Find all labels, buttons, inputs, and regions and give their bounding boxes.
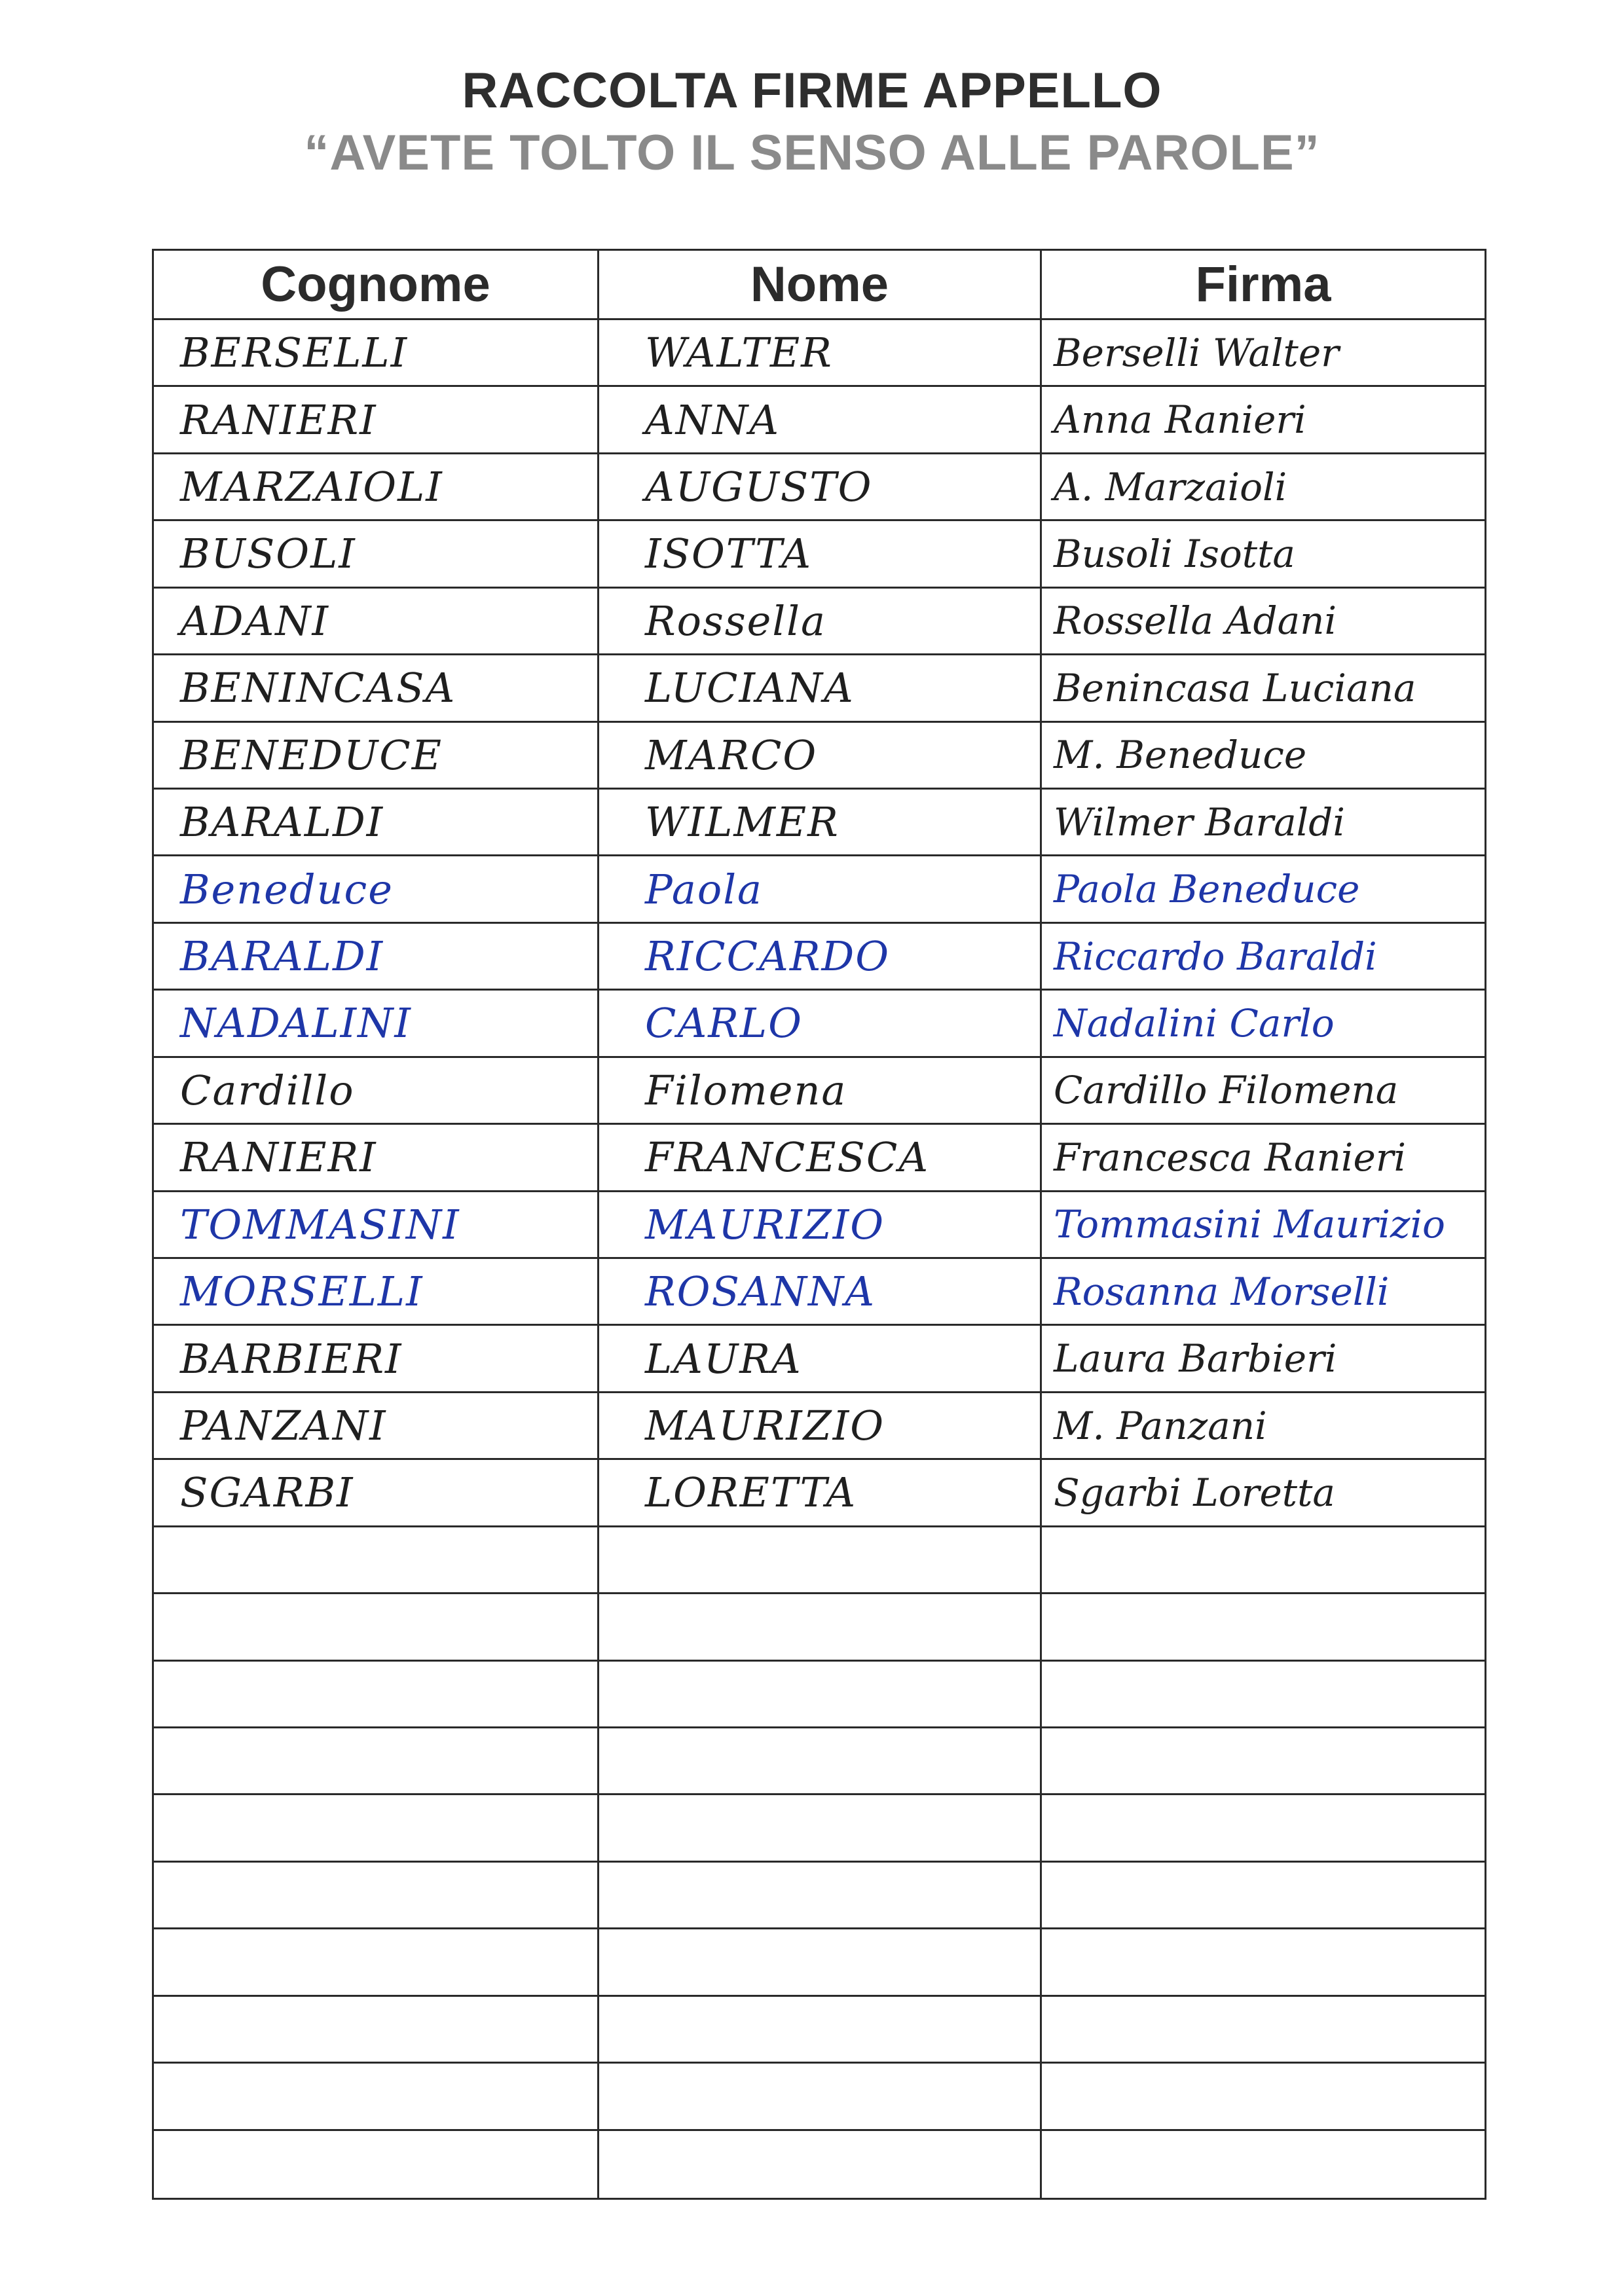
table-cell-nome — [599, 856, 1042, 923]
nome-text: WALTER — [645, 329, 833, 377]
table-cell-nome — [599, 1795, 1042, 1862]
cognome-text: BARALDI — [180, 798, 384, 847]
table-cell-nome — [599, 1527, 1042, 1594]
nome-text: CARLO — [645, 999, 803, 1048]
table-cell-nome — [599, 655, 1042, 722]
table-cell-nome — [599, 1929, 1042, 1996]
nome-text: FRANCESCA — [645, 1133, 930, 1182]
cognome-text: PANZANI — [180, 1402, 387, 1450]
table-cell-firma — [1042, 924, 1485, 991]
signature: Berselli Walter — [1054, 330, 1339, 375]
table-cell-firma — [1042, 1460, 1485, 1527]
nome-text: LAURA — [645, 1334, 802, 1383]
table-cell-firma — [1042, 1527, 1485, 1594]
cognome-text: RANIERI — [180, 1133, 377, 1182]
table-cell-firma — [1042, 1594, 1485, 1661]
signature: Sgarbi Loretta — [1054, 1470, 1335, 1515]
table-cell-nome — [599, 521, 1042, 588]
table-cell-nome — [599, 1058, 1042, 1125]
table-cell-nome — [599, 1662, 1042, 1728]
table-cell-cognome — [154, 387, 599, 454]
signature: Laura Barbieri — [1054, 1336, 1337, 1381]
signature: Cardillo Filomena — [1054, 1068, 1399, 1113]
table-cell-nome — [599, 1594, 1042, 1661]
table-cell-cognome — [154, 2131, 599, 2198]
table-cell-cognome — [154, 454, 599, 521]
table-cell-firma — [1042, 991, 1485, 1057]
signature: Anna Ranieri — [1054, 397, 1306, 443]
nome-text: LORETTA — [645, 1468, 857, 1517]
table-cell-firma — [1042, 2064, 1485, 2130]
table-cell-nome — [599, 991, 1042, 1057]
table-cell-cognome — [154, 1997, 599, 2064]
cognome-text: MORSELLI — [180, 1267, 424, 1316]
table-cell-cognome — [154, 1662, 599, 1728]
table-cell-cognome — [154, 1728, 599, 1795]
nome-text: WILMER — [645, 798, 840, 847]
table-cell-cognome — [154, 1863, 599, 1929]
table-cell-nome — [599, 1192, 1042, 1259]
table-cell-nome — [599, 589, 1042, 655]
nome-text: ISOTTA — [645, 530, 813, 578]
signature-table — [152, 249, 1486, 2200]
nome-text: Filomena — [645, 1066, 847, 1114]
table-cell-cognome — [154, 1326, 599, 1393]
cognome-text: Cardillo — [180, 1066, 355, 1114]
table-cell-firma — [1042, 521, 1485, 588]
cognome-text: BENEDUCE — [180, 731, 443, 779]
table-cell-firma — [1042, 320, 1485, 387]
table-cell-cognome — [154, 790, 599, 856]
table-cell-firma — [1042, 1192, 1485, 1259]
table-cell-cognome — [154, 1527, 599, 1594]
cognome-text: NADALINI — [180, 999, 412, 1048]
nome-text: Rossella — [645, 596, 826, 645]
nome-text: LUCIANA — [645, 664, 855, 712]
table-cell-cognome — [154, 991, 599, 1057]
table-cell-nome — [599, 454, 1042, 521]
cognome-text: ADANI — [180, 596, 329, 645]
table-cell-firma — [1042, 655, 1485, 722]
table-cell-cognome — [154, 924, 599, 991]
table-cell-firma — [1042, 1863, 1485, 1929]
page-title: RACCOLTA FIRME APPELLO — [462, 63, 1162, 118]
table-cell-nome — [599, 723, 1042, 790]
nome-text: MAURIZIO — [645, 1200, 885, 1248]
cognome-text: MARZAIOLI — [180, 463, 443, 511]
signature: M. Panzani — [1054, 1403, 1267, 1448]
signature: Rosanna Morselli — [1054, 1269, 1390, 1314]
nome-text: MAURIZIO — [645, 1402, 885, 1450]
signature: A. Marzaioli — [1054, 464, 1287, 509]
table-cell-firma — [1042, 1259, 1485, 1326]
table-cell-cognome — [154, 521, 599, 588]
signature: Nadalini Carlo — [1054, 1000, 1335, 1046]
nome-text: Paola — [645, 865, 764, 913]
table-cell-firma — [1042, 1795, 1485, 1862]
table-cell-cognome — [154, 1125, 599, 1192]
table-cell-firma — [1042, 2131, 1485, 2198]
signature: Benincasa Luciana — [1054, 665, 1416, 710]
table-cell-cognome — [154, 1192, 599, 1259]
table-cell-cognome — [154, 655, 599, 722]
table-cell-nome — [599, 320, 1042, 387]
nome-text: ANNA — [645, 395, 781, 444]
table-cell-cognome — [154, 1929, 599, 1996]
table-cell-firma — [1042, 1662, 1485, 1728]
page-subtitle: “AVETE TOLTO IL SENSO ALLE PAROLE” — [304, 125, 1320, 181]
column-header-firma: Firma — [1042, 251, 1485, 320]
table-cell-nome — [599, 1728, 1042, 1795]
table-cell-firma — [1042, 454, 1485, 521]
nome-text: MARCO — [645, 731, 818, 779]
signature: Rossella Adani — [1054, 598, 1337, 644]
table-cell-cognome — [154, 723, 599, 790]
table-cell-cognome — [154, 1058, 599, 1125]
signature: Francesca Ranieri — [1054, 1135, 1407, 1180]
table-cell-nome — [599, 1393, 1042, 1460]
table-cell-firma — [1042, 589, 1485, 655]
table-cell-cognome — [154, 1795, 599, 1862]
nome-text: AUGUSTO — [645, 463, 873, 511]
table-cell-cognome — [154, 589, 599, 655]
signature: Riccardo Baraldi — [1054, 934, 1377, 979]
nome-text: RICCARDO — [645, 932, 891, 981]
table-cell-nome — [599, 790, 1042, 856]
table-cell-firma — [1042, 1125, 1485, 1192]
table-cell-nome — [599, 387, 1042, 454]
table-cell-firma — [1042, 1728, 1485, 1795]
table-cell-cognome — [154, 2064, 599, 2130]
table-cell-nome — [599, 1326, 1042, 1393]
cognome-text: BARALDI — [180, 932, 384, 981]
table-cell-cognome — [154, 320, 599, 387]
cognome-text: BERSELLI — [180, 329, 409, 377]
table-cell-nome — [599, 2064, 1042, 2130]
table-cell-nome — [599, 924, 1042, 991]
table-cell-nome — [599, 1997, 1042, 2064]
cognome-text: BARBIERI — [180, 1334, 403, 1383]
signature: M. Beneduce — [1054, 733, 1307, 778]
table-cell-cognome — [154, 1594, 599, 1661]
table-cell-firma — [1042, 1058, 1485, 1125]
cognome-text: SGARBI — [180, 1468, 354, 1517]
cognome-text: RANIERI — [180, 395, 377, 444]
signature: Paola Beneduce — [1054, 867, 1360, 912]
table-cell-cognome — [154, 856, 599, 923]
table-cell-firma — [1042, 856, 1485, 923]
cognome-text: TOMMASINI — [180, 1200, 460, 1248]
table-cell-cognome — [154, 1393, 599, 1460]
table-cell-firma — [1042, 1393, 1485, 1460]
table-cell-nome — [599, 1259, 1042, 1326]
table-cell-firma — [1042, 387, 1485, 454]
table-cell-firma — [1042, 1997, 1485, 2064]
table-cell-firma — [1042, 723, 1485, 790]
table-cell-firma — [1042, 1929, 1485, 1996]
signature: Tommasini Maurizio — [1054, 1202, 1445, 1247]
column-header-cognome: Cognome — [154, 251, 599, 320]
signature: Busoli Isotta — [1054, 531, 1295, 576]
table-cell-cognome — [154, 1460, 599, 1527]
nome-text: ROSANNA — [645, 1267, 876, 1316]
table-cell-nome — [599, 2131, 1042, 2198]
table-cell-cognome — [154, 1259, 599, 1326]
cognome-text: BENINCASA — [180, 664, 456, 712]
table-cell-firma — [1042, 1326, 1485, 1393]
table-cell-nome — [599, 1125, 1042, 1192]
table-cell-nome — [599, 1863, 1042, 1929]
signature: Wilmer Baraldi — [1054, 799, 1345, 845]
table-cell-nome — [599, 1460, 1042, 1527]
cognome-text: BUSOLI — [180, 530, 356, 578]
cognome-text: Beneduce — [180, 865, 394, 913]
column-header-nome: Nome — [599, 251, 1042, 320]
table-cell-firma — [1042, 790, 1485, 856]
